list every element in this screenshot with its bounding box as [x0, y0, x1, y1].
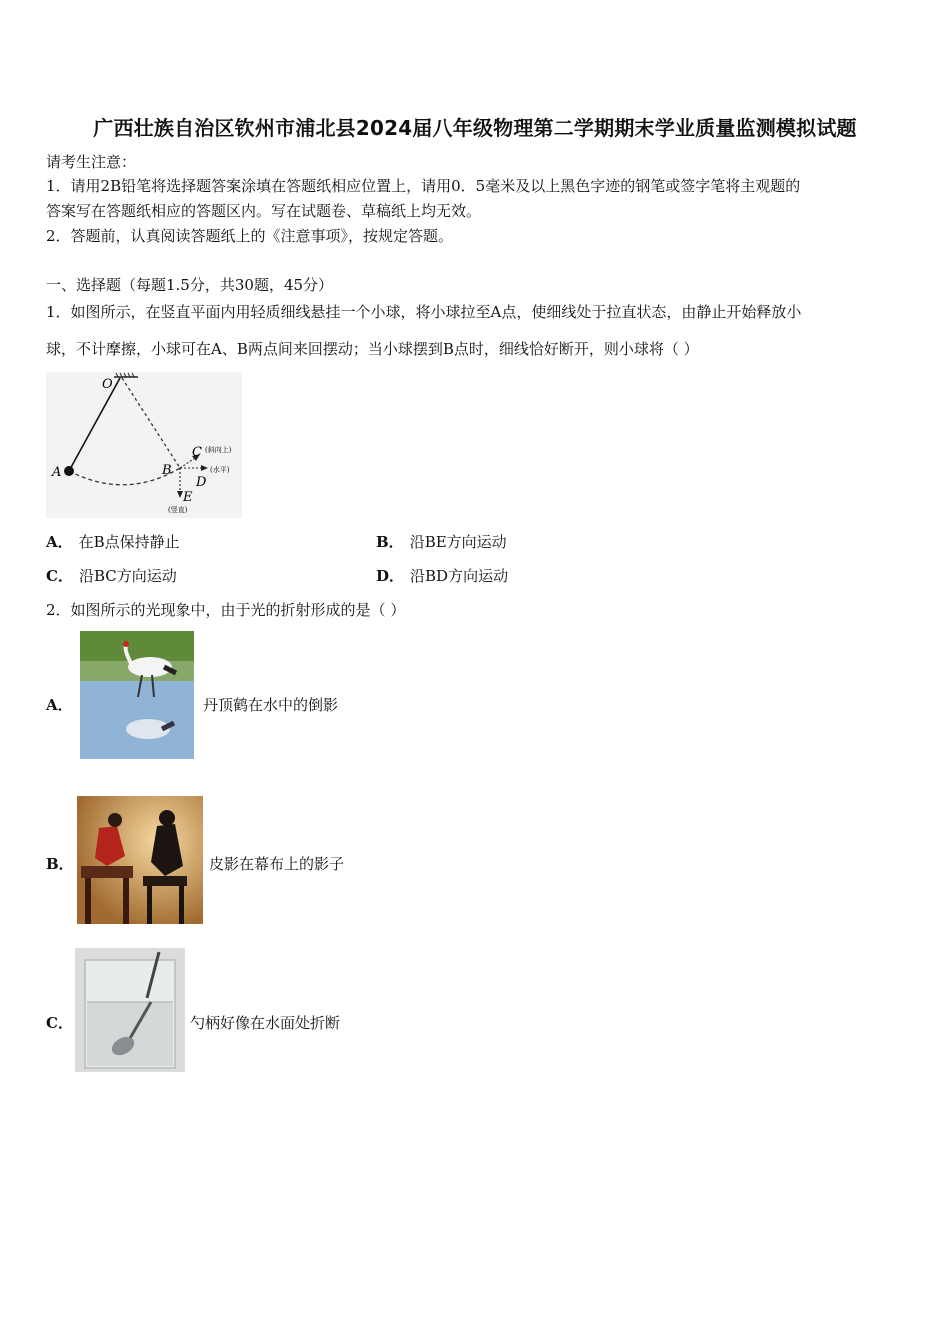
label-e: E — [183, 490, 193, 505]
q1-option-a[interactable]: A． 在B点保持静止 — [46, 533, 180, 551]
q2-option-c-text: 勺柄好像在水面处折断 — [190, 1014, 341, 1032]
shadow-puppet-image — [77, 796, 203, 924]
q2-option-a-text: 丹顶鹤在水中的倒影 — [203, 696, 339, 714]
label-c-note: (斜向上) — [205, 446, 232, 454]
label-d-note: (水平) — [210, 466, 230, 474]
spoon-in-glass-image — [75, 948, 185, 1072]
label-d: D — [196, 475, 207, 490]
q2-option-b-text: 皮影在幕布上的影子 — [209, 855, 345, 873]
q2-option-c[interactable]: C． — [46, 1014, 73, 1032]
pendulum-diagram — [46, 372, 242, 518]
page-title: 广西壮族自治区钦州市浦北县2024届八年级物理第二学期期末学业质量监测模拟试题 — [93, 116, 857, 140]
section-heading: 一、选择题（每题1.5分，共30题，45分） — [46, 276, 334, 294]
label-b: B — [162, 463, 172, 478]
label-e-note: (竖直) — [168, 506, 188, 514]
notice-line-2: 答案写在答题纸相应的答题区内。写在试题卷、草稿纸上均无效。 — [46, 202, 482, 220]
label-c: C — [192, 445, 202, 460]
label-a: A — [52, 465, 62, 480]
q2-option-b[interactable]: B． — [46, 855, 74, 873]
q2-stem: 2．如图所示的光现象中，由于光的折射形成的是（ ） — [46, 601, 406, 619]
q1-option-d[interactable]: D． 沿BD方向运动 — [376, 567, 509, 585]
notice-line-1: 1．请用2B铅笔将选择题答案涂填在答题纸相应位置上，请用0．5毫米及以上黑色字迹的钢笔或签字笔将主观题的 — [46, 177, 801, 195]
q2-option-a[interactable]: A． — [46, 696, 73, 714]
q1-stem-line-2: 球，不计摩擦，小球可在A、B两点间来回摆动；当小球摆到B点时，细线恰好断开，则小球将（ ） — [46, 340, 699, 358]
q1-option-b[interactable]: B． 沿BE方向运动 — [376, 533, 507, 551]
notice-line-3: 2．答题前，认真阅读答题纸上的《注意事项》，按规定答题。 — [46, 227, 454, 245]
notice-heading: 请考生注意： — [46, 153, 137, 171]
q1-stem-line-1: 1．如图所示，在竖直平面内用轻质细线悬挂一个小球，将小球拉至A点，使细线处于拉直状态，由静止开始释放小 — [46, 303, 802, 321]
crane-reflection-image — [80, 631, 194, 759]
label-o: O — [102, 377, 113, 392]
ball-a — [64, 466, 74, 476]
q1-option-c[interactable]: C． 沿BC方向运动 — [46, 567, 177, 585]
